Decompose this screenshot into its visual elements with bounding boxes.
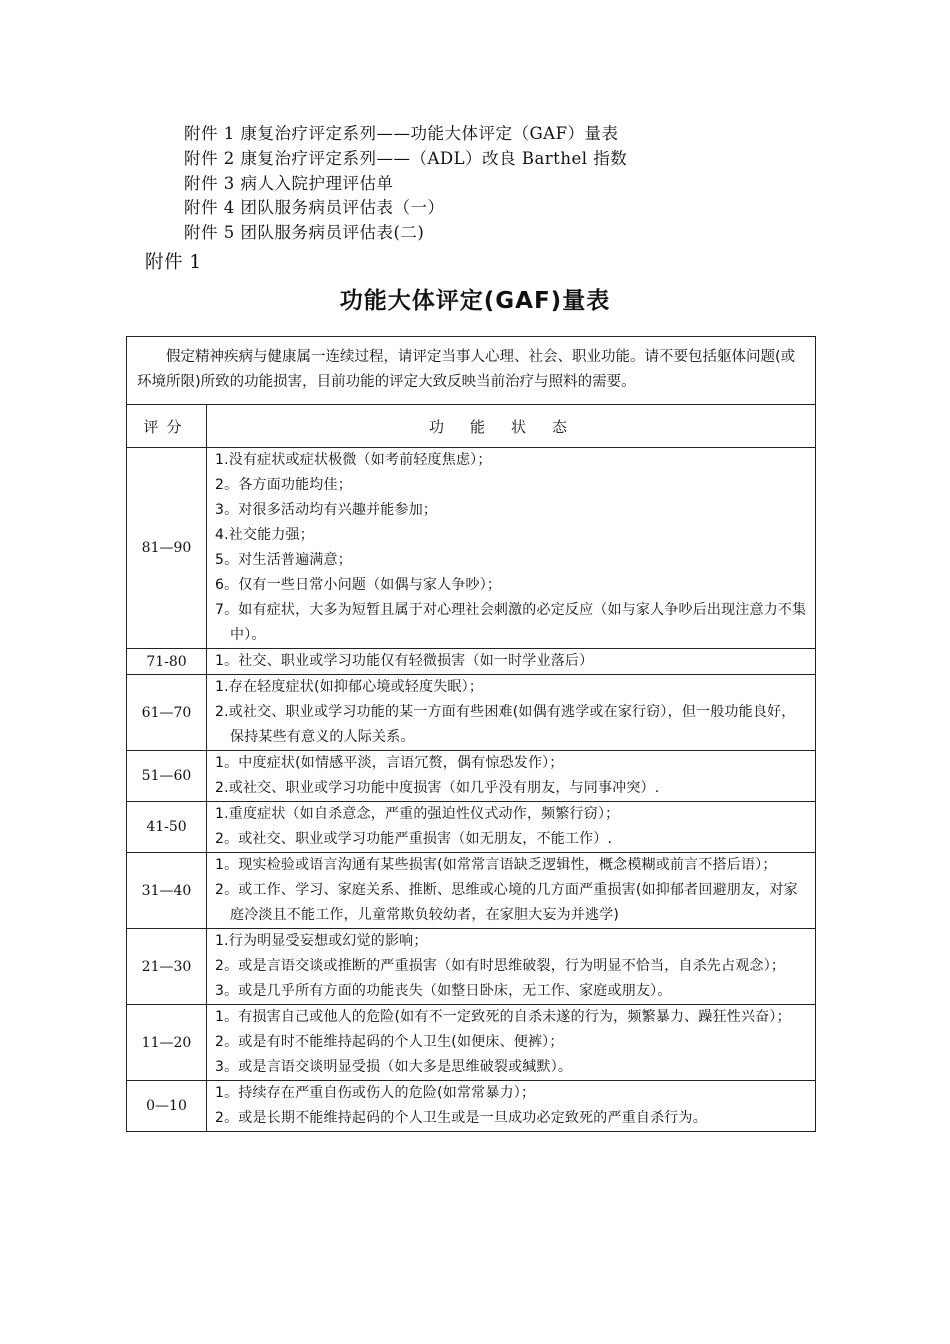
function-status xyxy=(207,1005,816,1081)
function-status xyxy=(207,675,816,751)
status-item: 2。或社交、职业或学习功能严重损害（如无朋友，不能工作）. xyxy=(215,831,613,847)
status-item: 3。对很多活动均有兴趣并能参加； xyxy=(215,502,438,518)
table-row xyxy=(127,853,816,929)
score-range: 11—20 xyxy=(127,1005,207,1081)
status-item: 1.行为明显受妄想或幻觉的影响； xyxy=(215,933,428,949)
function-status xyxy=(207,751,816,802)
score-range: 51—60 xyxy=(127,751,207,802)
score-range: 71-80 xyxy=(127,649,207,675)
status-item: 2.或社交、职业或学习功能的某一方面有些困难(如偶有逃学或在家行窃），但一般功能良好，保持某些有意义的人际关系。 xyxy=(215,704,796,745)
function-status xyxy=(207,649,816,675)
status-item: 3。或是言语交谈明显受损（如大多是思维破裂或缄默）。 xyxy=(215,1059,573,1075)
header-row xyxy=(127,405,816,448)
status-item: 5。对生活普遍满意； xyxy=(215,552,352,568)
intro-text: 假定精神疾病与健康属一连续过程，请评定当事人心理、社会、职业功能。请不要包括躯体问题(或环境所限)所致的功能损害，目前功能的评定大致反映当前治疗与照料的需要。 xyxy=(127,337,816,405)
status-item: 3。或是几乎所有方面的功能丧失（如整日卧床，无工作、家庭或朋友）。 xyxy=(215,983,672,999)
attachment-item: 附件 3 病人入院护理评估单 xyxy=(184,173,394,193)
header-score: 评分 xyxy=(127,405,207,448)
table-row xyxy=(127,802,816,853)
table-row xyxy=(127,1081,816,1132)
status-item: 1。持续存在严重自伤或伤人的危险(如常常暴力）； xyxy=(215,1085,536,1101)
score-range: 41-50 xyxy=(127,802,207,853)
attachment-list xyxy=(184,122,627,246)
score-range: 21—30 xyxy=(127,929,207,1005)
table-row xyxy=(127,649,816,675)
table-row xyxy=(127,929,816,1005)
header-status: 功能状态 xyxy=(207,405,816,448)
table-row xyxy=(127,751,816,802)
score-range: 0—10 xyxy=(127,1081,207,1132)
score-range: 81—90 xyxy=(127,448,207,649)
attachment-item: 附件 1 康复治疗评定系列——功能大体评定（GAF）量表 xyxy=(184,124,619,143)
status-item: 1。中度症状(如情感平淡，言语冗赘，偶有惊恐发作）； xyxy=(215,755,564,771)
table-row xyxy=(127,1005,816,1081)
function-status xyxy=(207,929,816,1005)
score-range: 61—70 xyxy=(127,675,207,751)
page-title: 功能大体评定(GAF)量表 xyxy=(339,288,611,314)
status-item: 4.社交能力强； xyxy=(215,527,314,543)
status-item: 2。或工作、学习、家庭关系、推断、思维或心境的几方面严重损害(如抑郁者回避朋友，对家庭冷淡且不能工作，儿童常欺负较幼者，在家胆大妄为并逃学) xyxy=(215,882,798,923)
table-row xyxy=(127,675,816,751)
intro-row xyxy=(127,337,816,405)
status-item: 1.重度症状（如自杀意念，严重的强迫性仪式动作，频繁行窃）； xyxy=(215,806,620,822)
function-status xyxy=(207,1081,816,1132)
section-label: 附件 1 xyxy=(145,252,202,273)
function-status xyxy=(207,448,816,649)
status-item: 1。社交、职业或学习功能仅有轻微损害（如一时学业落后） xyxy=(215,653,594,669)
status-item: 2。或是长期不能维持起码的个人卫生或是一旦成功必定致死的严重自杀行为。 xyxy=(215,1110,707,1126)
status-item: 2。或是有时不能维持起码的个人卫生(如便床、便裤）； xyxy=(215,1034,564,1050)
function-status xyxy=(207,802,816,853)
status-item: 2.或社交、职业或学习功能中度损害（如几乎没有朋友，与同事冲突）. xyxy=(215,780,660,796)
status-item: 7。如有症状，大多为短暂且属于对心理社会刺激的必定反应（如与家人争吵后出现注意力不集中）。 xyxy=(215,602,807,643)
score-range: 31—40 xyxy=(127,853,207,929)
table-row xyxy=(127,448,816,649)
status-item: 1.存在轻度症状(如抑郁心境或轻度失眠）； xyxy=(215,679,484,695)
function-status xyxy=(207,853,816,929)
attachment-item: 附件 4 团队服务病员评估表（一） xyxy=(184,198,445,218)
gaf-scale-table xyxy=(126,336,816,1132)
attachment-item: 附件 5 团队服务病员评估表(二) xyxy=(184,223,425,243)
status-item: 2。或是言语交谈或推断的严重损害（如有时思维破裂，行为明显不恰当，自杀先占观念）； xyxy=(215,958,786,974)
status-item: 1。有损害自己或他人的危险(如有不一定致死的自杀未遂的行为，频繁暴力、躁狂性兴奋）； xyxy=(215,1009,791,1025)
status-item: 2。各方面功能均佳； xyxy=(215,477,352,493)
attachment-item: 附件 2 康复治疗评定系列——（ADL）改良 Barthel 指数 xyxy=(184,148,628,168)
status-item: 1。现实检验或语言沟通有某些损害(如常常言语缺乏逻辑性，概念模糊或前言不搭后语）； xyxy=(215,857,777,873)
status-item: 1.没有症状或症状极微（如考前轻度焦虑）； xyxy=(215,452,492,468)
status-item: 6。仅有一些日常小问题（如偶与家人争吵）； xyxy=(215,577,502,593)
